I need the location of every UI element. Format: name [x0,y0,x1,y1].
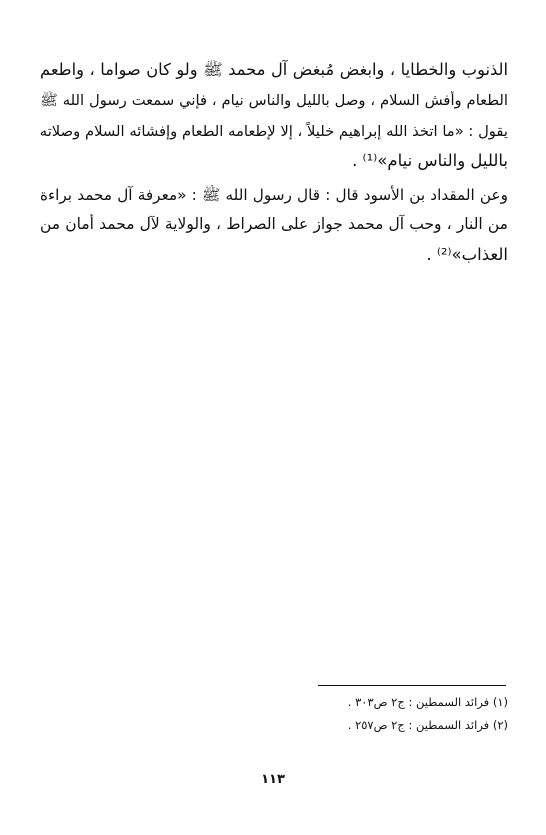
footnote-separator [318,685,506,686]
paragraph-1-line-1: الذنوب والخطايا ، وابغض مُبغض آل محمد ﷺ ولو كان صواما ، واطعم [40,60,508,79]
paragraph-1-line-4: بالليل والناس نيام»⁽¹⁾ . [352,151,508,170]
paragraph-1-line-2: الطعام وأفش السلام ، وصل بالليل والناس نيام ، فإني سمعت رسول الله ﷺ [40,92,508,109]
footnote-2: (٢) فرائد السمطين : ج٢ ص٢٥٧ . [347,718,508,732]
paragraph-2-line-3: العذاب»⁽²⁾ . [426,245,508,264]
paragraph-2-line-1: وعن المقداد بن الأسود قال : قال رسول الله ﷺ : «معرفة آل محمد براءة [40,186,508,204]
paragraph-1-line-3: يقول : «ما اتخذ الله إبراهيم خليلاً ، إلا لإطعامه الطعام وإفشائه السلام وصلاته [40,123,508,140]
paragraph-2-line-2: من النار ، وحب آل محمد جواز على الصراط ، والولاية لآل محمد أمان من [40,215,508,233]
page-number: ١١٣ [261,772,285,787]
footnote-1: (١) فرائد السمطين : ج٢ ص٣٠٣ . [347,695,508,709]
